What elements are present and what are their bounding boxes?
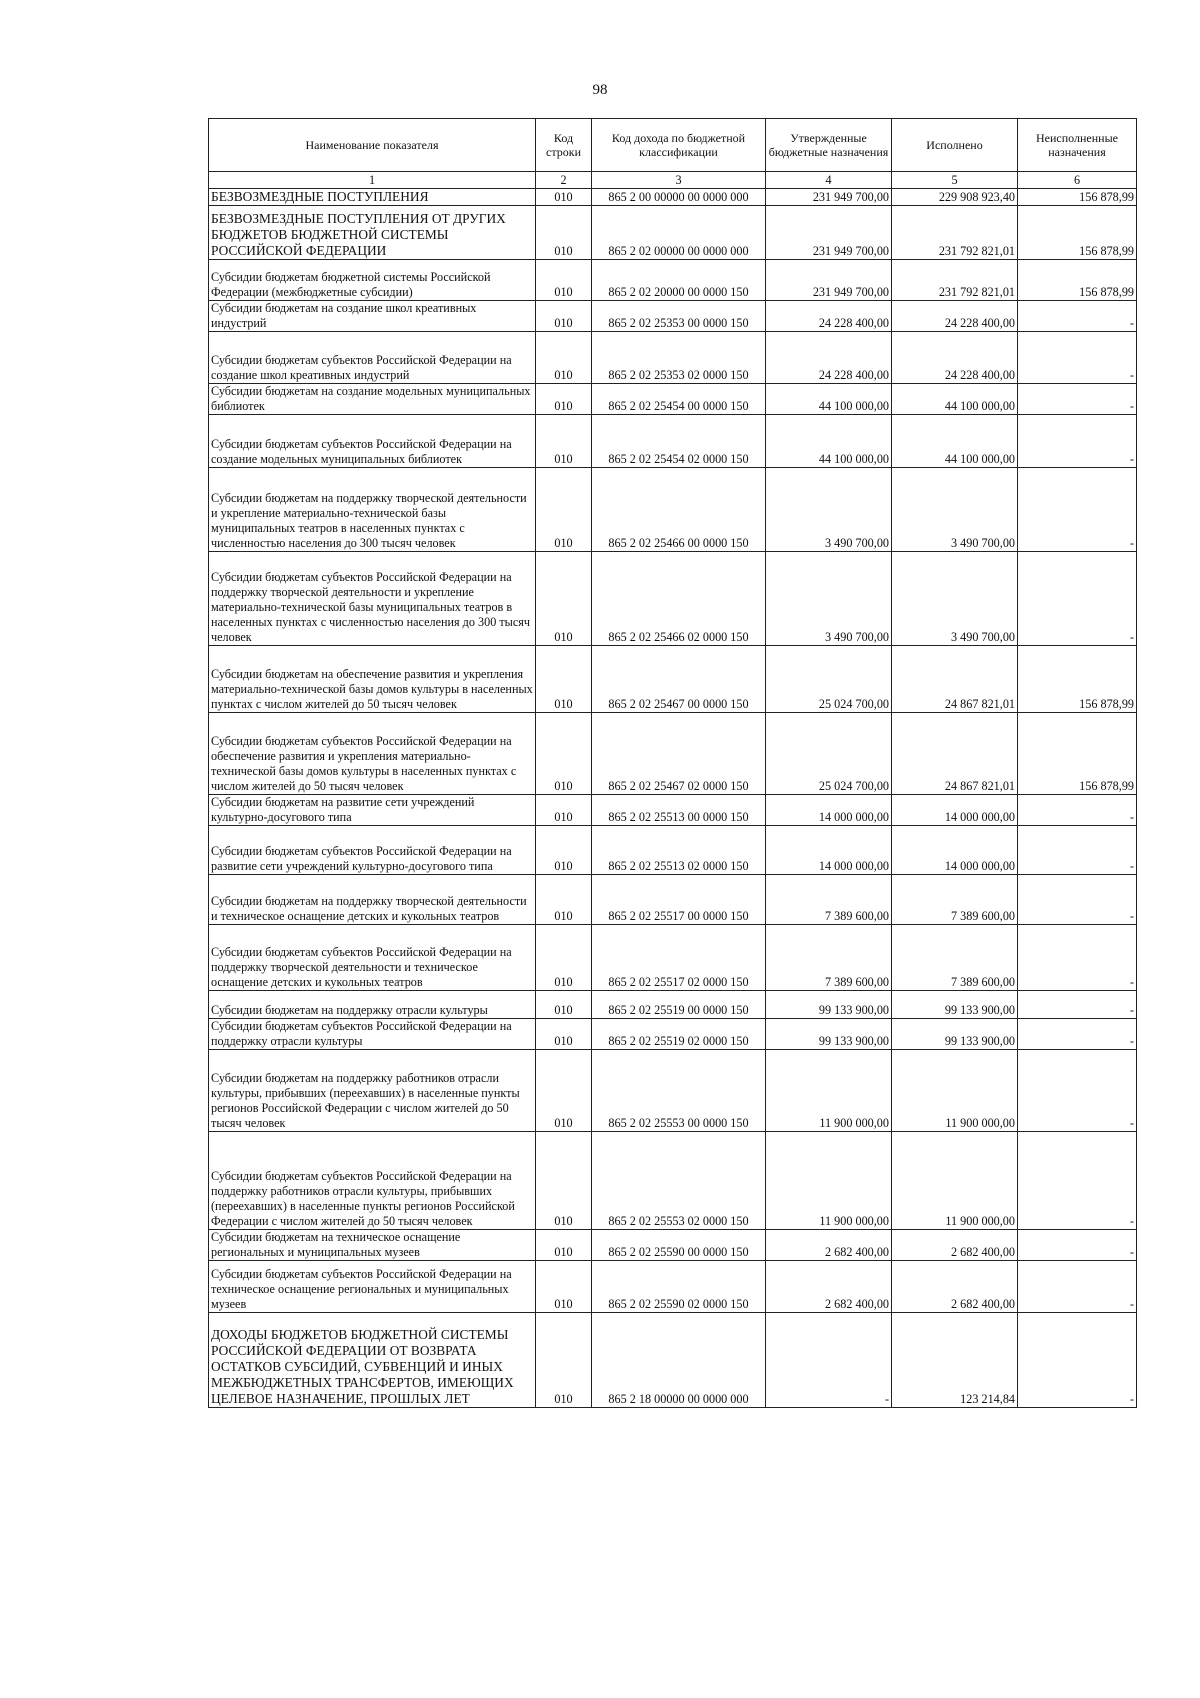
page-number: 98 xyxy=(592,82,608,98)
cell-approved: 25 024 700,00 xyxy=(766,646,892,713)
cell-executed: 231 792 821,01 xyxy=(892,260,1018,301)
cell-row-code: 010 xyxy=(536,206,592,260)
cell-name: Субсидии бюджетам субъектов Российской Федерации на поддержку работников отрасли культуры, прибывших (переехавших) в населенные пункты регионов Российской Федерации с числом жителей до 50 тысяч человек xyxy=(209,1132,536,1230)
cell-approved: 24 228 400,00 xyxy=(766,301,892,332)
cell-unexecuted: - xyxy=(1018,795,1137,826)
table-row xyxy=(209,1261,1137,1313)
cell-row-code: 010 xyxy=(536,552,592,646)
cell-approved: 2 682 400,00 xyxy=(766,1230,892,1261)
table-row xyxy=(209,1230,1137,1261)
cell-row-code: 010 xyxy=(536,415,592,468)
cell-row-code: 010 xyxy=(536,301,592,332)
table-row xyxy=(209,415,1137,468)
cell-approved: 231 949 700,00 xyxy=(766,189,892,206)
cell-unexecuted: 156 878,99 xyxy=(1018,713,1137,795)
cell-unexecuted: - xyxy=(1018,301,1137,332)
cell-approved: - xyxy=(766,1313,892,1408)
header-row-code: Код строки xyxy=(536,119,592,172)
cell-unexecuted: - xyxy=(1018,1050,1137,1132)
cell-approved: 14 000 000,00 xyxy=(766,795,892,826)
cell-name: Субсидии бюджетам субъектов Российской Федерации на поддержку творческой деятельности и техническое оснащение детских и кукольных театров xyxy=(209,925,536,991)
cell-name: БЕЗВОЗМЕЗДНЫЕ ПОСТУПЛЕНИЯ xyxy=(209,189,536,206)
column-number: 1 xyxy=(209,172,536,189)
cell-income-code: 865 2 02 25517 00 0000 150 xyxy=(592,875,766,925)
table-row xyxy=(209,189,1137,206)
cell-row-code: 010 xyxy=(536,384,592,415)
cell-executed: 7 389 600,00 xyxy=(892,875,1018,925)
header-executed: Исполнено xyxy=(892,119,1018,172)
cell-name: Субсидии бюджетам на техническое оснащение региональных и муниципальных музеев xyxy=(209,1230,536,1261)
cell-executed: 24 228 400,00 xyxy=(892,301,1018,332)
cell-unexecuted: - xyxy=(1018,925,1137,991)
cell-income-code: 865 2 02 25454 02 0000 150 xyxy=(592,415,766,468)
cell-unexecuted: - xyxy=(1018,1132,1137,1230)
cell-income-code: 865 2 00 00000 00 0000 000 xyxy=(592,189,766,206)
cell-executed: 2 682 400,00 xyxy=(892,1261,1018,1313)
cell-income-code: 865 2 02 25519 00 0000 150 xyxy=(592,991,766,1019)
cell-name: Субсидии бюджетам субъектов Российской Федерации на обеспечение развития и укрепления материально-технической базы домов культуры в населенных пунктах с числом жителей до 50 тысяч человек xyxy=(209,713,536,795)
cell-row-code: 010 xyxy=(536,1019,592,1050)
cell-row-code: 010 xyxy=(536,332,592,384)
cell-unexecuted: 156 878,99 xyxy=(1018,189,1137,206)
cell-executed: 3 490 700,00 xyxy=(892,552,1018,646)
table-row xyxy=(209,826,1137,875)
cell-executed: 3 490 700,00 xyxy=(892,468,1018,552)
cell-income-code: 865 2 02 25513 00 0000 150 xyxy=(592,795,766,826)
cell-executed: 231 792 821,01 xyxy=(892,206,1018,260)
cell-income-code: 865 2 02 25466 00 0000 150 xyxy=(592,468,766,552)
cell-row-code: 010 xyxy=(536,991,592,1019)
cell-name: Субсидии бюджетам на поддержку творческой деятельности и укрепление материально-технической базы муниципальных театров в населенных пунктах с численностью населения до 300 тысяч человек xyxy=(209,468,536,552)
cell-unexecuted: - xyxy=(1018,1313,1137,1408)
cell-name: Субсидии бюджетам на обеспечение развития и укрепления материально-технической базы домов культуры в населенных пунктах с числом жителей до 50 тысяч человек xyxy=(209,646,536,713)
cell-name: Субсидии бюджетам субъектов Российской Федерации на техническое оснащение региональных и муниципальных музеев xyxy=(209,1261,536,1313)
cell-income-code: 865 2 02 25466 02 0000 150 xyxy=(592,552,766,646)
cell-executed: 229 908 923,40 xyxy=(892,189,1018,206)
cell-income-code: 865 2 02 25590 00 0000 150 xyxy=(592,1230,766,1261)
cell-unexecuted: - xyxy=(1018,1261,1137,1313)
table-row xyxy=(209,260,1137,301)
cell-unexecuted: - xyxy=(1018,415,1137,468)
cell-executed: 2 682 400,00 xyxy=(892,1230,1018,1261)
table-header-row xyxy=(209,119,1137,172)
cell-approved: 7 389 600,00 xyxy=(766,875,892,925)
column-number: 2 xyxy=(536,172,592,189)
cell-name: Субсидии бюджетам на создание школ креативных индустрий xyxy=(209,301,536,332)
table-row xyxy=(209,301,1137,332)
table-row xyxy=(209,1132,1137,1230)
table-row xyxy=(209,468,1137,552)
column-number: 5 xyxy=(892,172,1018,189)
cell-income-code: 865 2 02 25353 02 0000 150 xyxy=(592,332,766,384)
cell-approved: 14 000 000,00 xyxy=(766,826,892,875)
cell-name: Субсидии бюджетам на создание модельных муниципальных библиотек xyxy=(209,384,536,415)
cell-name: Субсидии бюджетам субъектов Российской Федерации на создание модельных муниципальных библиотек xyxy=(209,415,536,468)
cell-row-code: 010 xyxy=(536,826,592,875)
cell-executed: 99 133 900,00 xyxy=(892,1019,1018,1050)
cell-executed: 44 100 000,00 xyxy=(892,415,1018,468)
cell-unexecuted: - xyxy=(1018,1230,1137,1261)
cell-row-code: 010 xyxy=(536,1313,592,1408)
table-row xyxy=(209,384,1137,415)
cell-row-code: 010 xyxy=(536,646,592,713)
cell-row-code: 010 xyxy=(536,1261,592,1313)
column-number-row xyxy=(209,172,1137,189)
cell-executed: 11 900 000,00 xyxy=(892,1050,1018,1132)
cell-approved: 24 228 400,00 xyxy=(766,332,892,384)
cell-unexecuted: - xyxy=(1018,991,1137,1019)
cell-unexecuted: 156 878,99 xyxy=(1018,206,1137,260)
budget-revenue-table xyxy=(208,118,1137,1408)
cell-row-code: 010 xyxy=(536,189,592,206)
cell-approved: 99 133 900,00 xyxy=(766,991,892,1019)
table-row xyxy=(209,206,1137,260)
cell-income-code: 865 2 18 00000 00 0000 000 xyxy=(592,1313,766,1408)
cell-unexecuted: 156 878,99 xyxy=(1018,646,1137,713)
cell-approved: 44 100 000,00 xyxy=(766,384,892,415)
cell-income-code: 865 2 02 25517 02 0000 150 xyxy=(592,925,766,991)
cell-name: Субсидии бюджетам субъектов Российской Федерации на развитие сети учреждений культурно-досугового типа xyxy=(209,826,536,875)
cell-row-code: 010 xyxy=(536,468,592,552)
cell-executed: 123 214,84 xyxy=(892,1313,1018,1408)
cell-income-code: 865 2 02 25467 00 0000 150 xyxy=(592,646,766,713)
cell-unexecuted: - xyxy=(1018,875,1137,925)
cell-executed: 24 867 821,01 xyxy=(892,713,1018,795)
cell-executed: 7 389 600,00 xyxy=(892,925,1018,991)
cell-income-code: 865 2 02 25353 00 0000 150 xyxy=(592,301,766,332)
table-row xyxy=(209,875,1137,925)
cell-approved: 2 682 400,00 xyxy=(766,1261,892,1313)
cell-executed: 14 000 000,00 xyxy=(892,795,1018,826)
cell-name: Субсидии бюджетам бюджетной системы Российской Федерации (межбюджетные субсидии) xyxy=(209,260,536,301)
cell-income-code: 865 2 02 00000 00 0000 000 xyxy=(592,206,766,260)
cell-approved: 11 900 000,00 xyxy=(766,1132,892,1230)
cell-approved: 44 100 000,00 xyxy=(766,415,892,468)
cell-executed: 44 100 000,00 xyxy=(892,384,1018,415)
table-row xyxy=(209,991,1137,1019)
cell-approved: 7 389 600,00 xyxy=(766,925,892,991)
header-name: Наименование показателя xyxy=(209,119,536,172)
cell-approved: 231 949 700,00 xyxy=(766,206,892,260)
cell-income-code: 865 2 02 25454 00 0000 150 xyxy=(592,384,766,415)
cell-executed: 24 228 400,00 xyxy=(892,332,1018,384)
cell-name: БЕЗВОЗМЕЗДНЫЕ ПОСТУПЛЕНИЯ ОТ ДРУГИХ БЮДЖЕТОВ БЮДЖЕТНОЙ СИСТЕМЫ РОССИЙСКОЙ ФЕДЕРАЦИИ xyxy=(209,206,536,260)
table-row xyxy=(209,646,1137,713)
column-number: 4 xyxy=(766,172,892,189)
table-row xyxy=(209,925,1137,991)
cell-name: Субсидии бюджетам субъектов Российской Федерации на поддержку отрасли культуры xyxy=(209,1019,536,1050)
table-body xyxy=(209,189,1137,1408)
cell-unexecuted: - xyxy=(1018,468,1137,552)
header-unexecuted: Неисполненные назначения xyxy=(1018,119,1137,172)
cell-approved: 99 133 900,00 xyxy=(766,1019,892,1050)
table-row xyxy=(209,713,1137,795)
cell-name: Субсидии бюджетам субъектов Российской Федерации на поддержку творческой деятельности и укрепление материально-технической базы муниципальных театров в населенных пунктах с численностью населения до 300 тысяч человек xyxy=(209,552,536,646)
column-number: 3 xyxy=(592,172,766,189)
cell-executed: 99 133 900,00 xyxy=(892,991,1018,1019)
cell-approved: 231 949 700,00 xyxy=(766,260,892,301)
cell-name: Субсидии бюджетам на развитие сети учреждений культурно-досугового типа xyxy=(209,795,536,826)
cell-name: ДОХОДЫ БЮДЖЕТОВ БЮДЖЕТНОЙ СИСТЕМЫ РОССИЙСКОЙ ФЕДЕРАЦИИ ОТ ВОЗВРАТА ОСТАТКОВ СУБСИДИЙ, СУБВЕНЦИЙ И ИНЫХ МЕЖБЮДЖЕТНЫХ ТРАНСФЕРТОВ, ИМЕЮЩИХ ЦЕЛЕВОЕ НАЗНАЧЕНИЕ, ПРОШЛЫХ ЛЕТ xyxy=(209,1313,536,1408)
cell-row-code: 010 xyxy=(536,713,592,795)
cell-income-code: 865 2 02 25553 00 0000 150 xyxy=(592,1050,766,1132)
cell-unexecuted: - xyxy=(1018,826,1137,875)
cell-unexecuted: - xyxy=(1018,1019,1137,1050)
cell-approved: 3 490 700,00 xyxy=(766,468,892,552)
cell-approved: 11 900 000,00 xyxy=(766,1050,892,1132)
cell-unexecuted: - xyxy=(1018,332,1137,384)
cell-income-code: 865 2 02 25553 02 0000 150 xyxy=(592,1132,766,1230)
table-row xyxy=(209,795,1137,826)
cell-row-code: 010 xyxy=(536,1230,592,1261)
cell-row-code: 010 xyxy=(536,1050,592,1132)
table-row xyxy=(209,332,1137,384)
header-income-code: Код дохода по бюджетной классификации xyxy=(592,119,766,172)
cell-row-code: 010 xyxy=(536,875,592,925)
table-row xyxy=(209,1019,1137,1050)
cell-name: Субсидии бюджетам на поддержку творческой деятельности и техническое оснащение детских и кукольных театров xyxy=(209,875,536,925)
cell-executed: 14 000 000,00 xyxy=(892,826,1018,875)
cell-income-code: 865 2 02 25590 02 0000 150 xyxy=(592,1261,766,1313)
cell-income-code: 865 2 02 25519 02 0000 150 xyxy=(592,1019,766,1050)
cell-income-code: 865 2 02 25513 02 0000 150 xyxy=(592,826,766,875)
cell-unexecuted: - xyxy=(1018,552,1137,646)
cell-row-code: 010 xyxy=(536,925,592,991)
cell-name: Субсидии бюджетам на поддержку отрасли культуры xyxy=(209,991,536,1019)
cell-name: Субсидии бюджетам субъектов Российской Федерации на создание школ креативных индустрий xyxy=(209,332,536,384)
table-row xyxy=(209,552,1137,646)
header-approved: Утвержденные бюджетные назначения xyxy=(766,119,892,172)
cell-row-code: 010 xyxy=(536,260,592,301)
cell-unexecuted: - xyxy=(1018,384,1137,415)
column-number: 6 xyxy=(1018,172,1137,189)
cell-approved: 3 490 700,00 xyxy=(766,552,892,646)
table-row xyxy=(209,1313,1137,1408)
cell-row-code: 010 xyxy=(536,795,592,826)
cell-unexecuted: 156 878,99 xyxy=(1018,260,1137,301)
cell-executed: 24 867 821,01 xyxy=(892,646,1018,713)
cell-name: Субсидии бюджетам на поддержку работников отрасли культуры, прибывших (переехавших) в населенные пункты регионов Российской Федерации с числом жителей до 50 тысяч человек xyxy=(209,1050,536,1132)
table-row xyxy=(209,1050,1137,1132)
cell-income-code: 865 2 02 25467 02 0000 150 xyxy=(592,713,766,795)
cell-approved: 25 024 700,00 xyxy=(766,713,892,795)
cell-income-code: 865 2 02 20000 00 0000 150 xyxy=(592,260,766,301)
cell-executed: 11 900 000,00 xyxy=(892,1132,1018,1230)
cell-row-code: 010 xyxy=(536,1132,592,1230)
